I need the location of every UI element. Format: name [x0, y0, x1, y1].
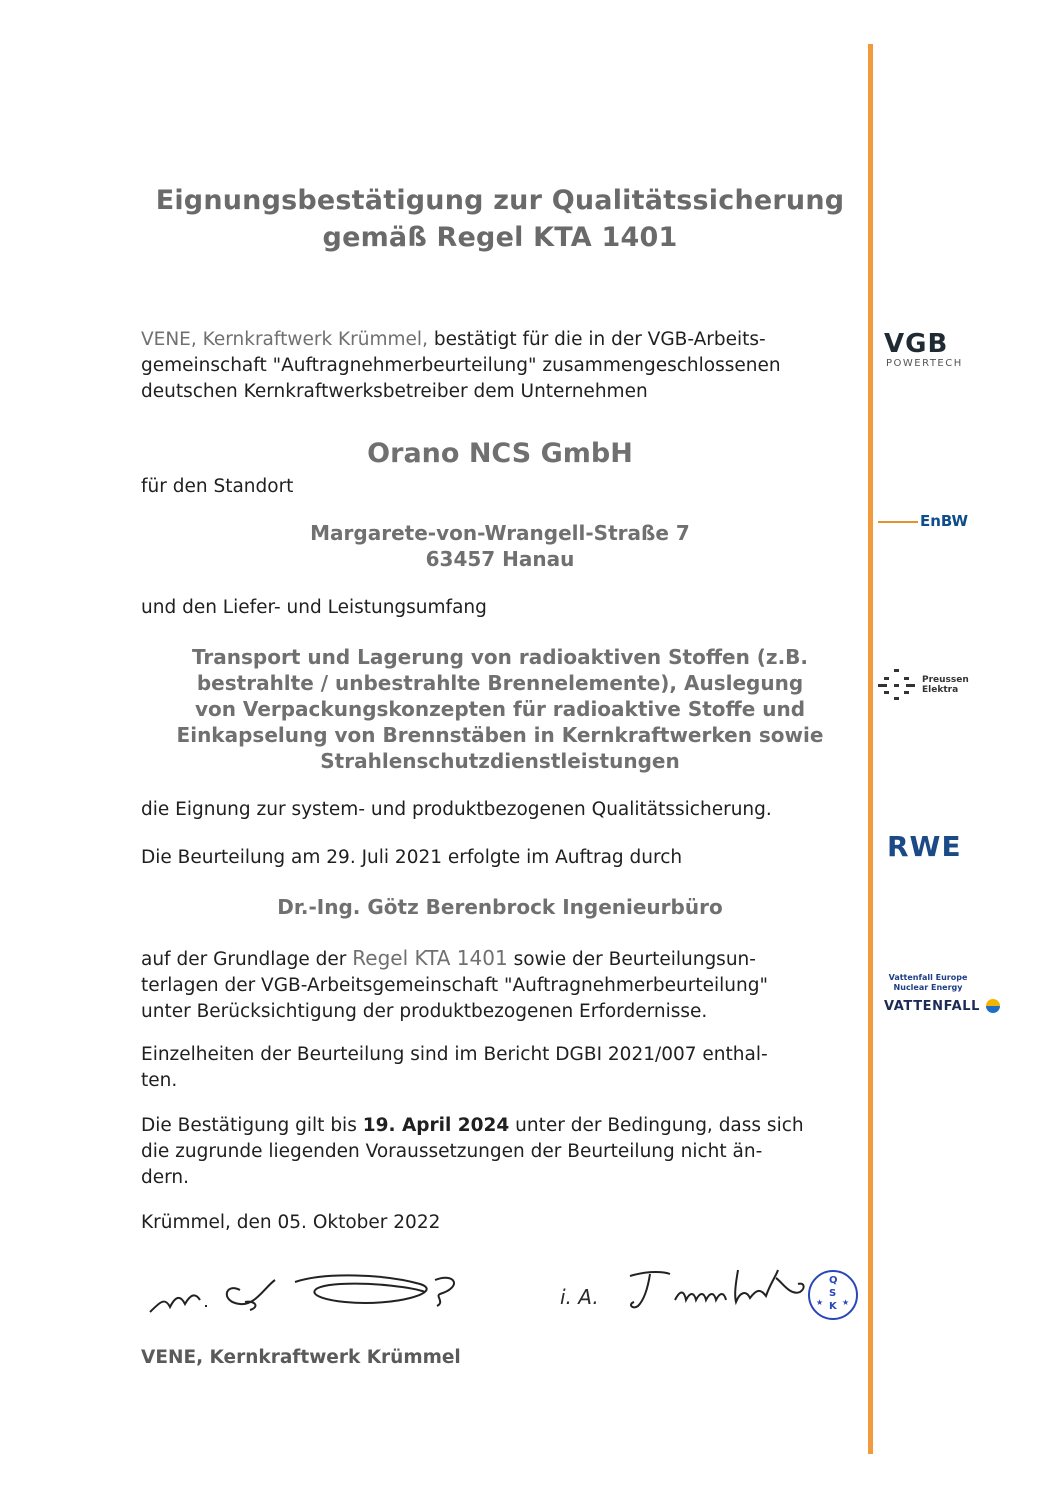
vattenfall-sun-icon	[985, 998, 1001, 1014]
rule-reference: Regel KTA 1401	[352, 946, 508, 970]
basis-paragraph	[141, 945, 851, 1025]
suitability-text: die Eignung zur system- und produktbezogenen Qualitätssicherung.	[141, 799, 772, 820]
basis-line-3: unter Berücksichtigung der produktbezogenen Erfordernisse.	[141, 1001, 708, 1022]
rwe-logo: RWE	[887, 830, 962, 863]
stamp-letter: K	[829, 1301, 837, 1312]
issuer-name: VENE, Kernkraftwerk Krümmel,	[141, 329, 428, 350]
company-name: Orano NCS GmbH	[367, 438, 633, 469]
footer-issuer: VENE, Kernkraftwerk Krümmel	[141, 1347, 461, 1368]
scope-line: Strahlenschutzdienstleistungen	[320, 749, 680, 773]
enbw-logo: EnBW	[920, 512, 969, 530]
vattenfall-logo: VATTENFALL	[884, 999, 981, 1014]
qsk-stamp: Q S K ★ ★	[808, 1270, 858, 1320]
basis-line-2: terlagen der VGB-Arbeitsgemeinschaft "Auftragnehmerbeurteilung"	[141, 975, 768, 996]
title-line-2: gemäß Regel KTA 1401	[322, 222, 678, 253]
intro-line-1: VENE, Kernkraftwerk Krümmel, bestätigt für die in der VGB-Arbeits-	[141, 329, 766, 350]
scope-line: Transport und Lagerung von radioaktiven Stoffen (z.B.	[191, 645, 809, 669]
scope-block	[150, 644, 850, 774]
validity-date: 19. April 2024	[362, 1115, 510, 1136]
address-street: Margarete-von-Wrangell-Straße 7	[310, 521, 690, 545]
details-line-1: Einzelheiten der Beurteilung sind im Bericht DGBI 2021/007 enthal-	[141, 1044, 768, 1065]
assessor-name: Dr.-Ing. Götz Berenbrock Ingenieurbüro	[277, 895, 723, 919]
assessment-text: Die Beurteilung am 29. Juli 2021 erfolgte im Auftrag durch	[141, 847, 683, 868]
scope-line: Einkapselung von Brennstäben in Kernkraftwerken sowie	[176, 723, 824, 747]
place-date: Krümmel, den 05. Oktober 2022	[141, 1212, 441, 1233]
signature-right	[620, 1262, 820, 1314]
validity-line-3: dern.	[141, 1167, 190, 1188]
validity-paragraph	[141, 1113, 851, 1191]
validity-line-1: Die Bestätigung gilt bis 19. April 2024 unter der Bedingung, dass sich	[141, 1115, 804, 1136]
preussen-elektra-logo-icon	[876, 667, 918, 701]
enbw-logo-line	[878, 521, 918, 523]
details-line-2: ten.	[141, 1070, 178, 1091]
vattenfall-europe-label: Vattenfall Europe Nuclear Energy	[888, 973, 968, 992]
scope-line: bestrahlte / unbestrahlte Brennelemente), Auslegung	[196, 671, 804, 695]
intro-paragraph	[141, 327, 851, 405]
details-paragraph	[141, 1042, 851, 1094]
signature-prefix: i. A.	[560, 1285, 599, 1309]
address-block	[120, 520, 880, 572]
intro-line-2: gemeinschaft "Auftragnehmerbeurteilung" zusammengeschlossenen	[141, 355, 781, 376]
basis-line-1: auf der Grundlage der Regel KTA 1401 sowie der Beurteilungsun-	[141, 946, 756, 970]
preussen-elektra-logo: Preussen Elektra	[922, 675, 969, 695]
scope-line: von Verpackungskonzepten für radioaktive Stoffe und	[194, 697, 806, 721]
title-line-1: Eignungsbestätigung zur Qualitätssicherung	[155, 185, 845, 216]
stamp-letter: S	[829, 1288, 837, 1299]
site-label: für den Standort	[141, 476, 294, 497]
address-city: 63457 Hanau	[425, 547, 575, 571]
vgb-logo: VGB	[884, 329, 949, 359]
signature-left	[145, 1262, 465, 1322]
vgb-logo-subtitle: POWERTECH	[886, 358, 963, 369]
scope-label: und den Liefer- und Leistungsumfang	[141, 597, 487, 618]
validity-line-2: die zugrunde liegenden Voraussetzungen der Beurteilung nicht än-	[141, 1141, 763, 1162]
stamp-letter: Q	[829, 1275, 838, 1286]
orange-divider-line	[868, 44, 873, 1454]
intro-line-3: deutschen Kernkraftwerksbetreiber dem Unternehmen	[141, 381, 648, 402]
